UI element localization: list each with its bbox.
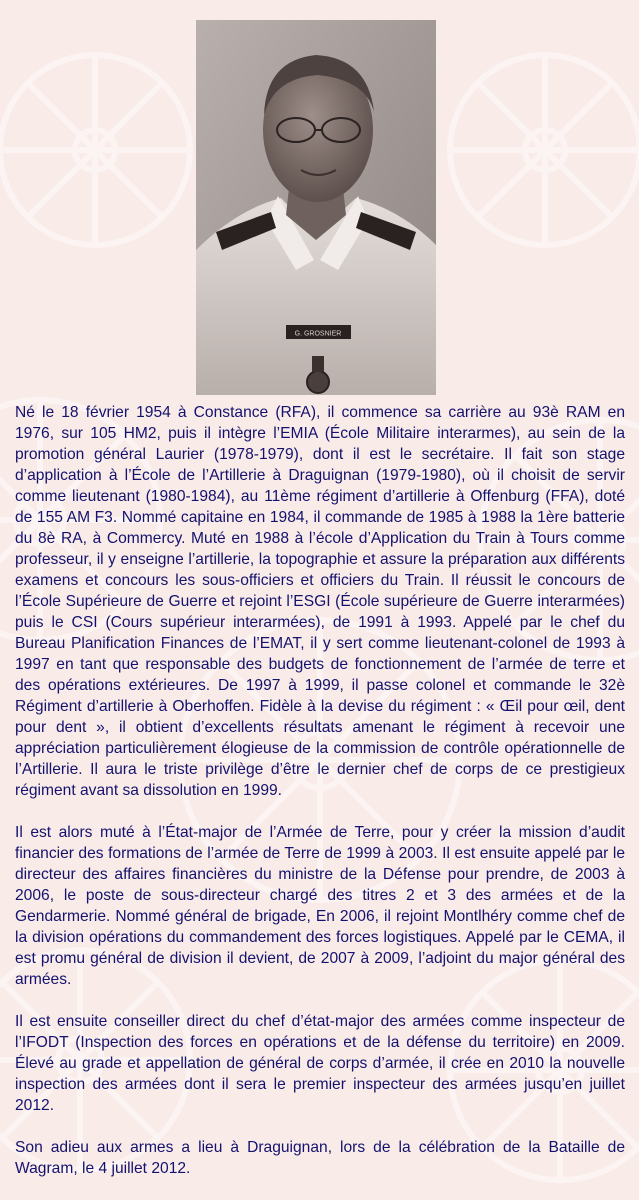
name-tag: G. GROSNIER (294, 330, 342, 338)
portrait-photo (196, 20, 436, 395)
wheel-icon (0, 55, 190, 245)
bio-paragraph-3: Il est ensuite conseiller direct du chef d’état-major des armées comme inspecteur de l’IFODT (Inspection des forces en opérations et de la défense du territoire) en 2009. Élevé au grade et appellation de général de corps d’armée, il crée en 2010 la nouvelle inspection des armées dont il sera le premier inspecteur des armées jusqu’en juillet 2012. (15, 1013, 625, 1114)
wheel-icon (450, 55, 639, 245)
bio-paragraph-4: Son adieu aux armes a lieu à Draguignan, lors de la célébration de la Bataille de Wagram, le 4 juillet 2012. (15, 1139, 625, 1177)
biography-text (15, 402, 625, 1179)
bio-paragraph-2: Il est alors muté à l’État-major de l’Armée de Terre, pour y créer la mission d’audit financier des formations de l’armée de Terre de 1999 à 2003. Il est ensuite appelé par le directeur des affaires financières du ministre de la Défense pour prendre, de 2003 à 2006, le poste de sous-directeur chargé des titres 2 et 3 des armées et de la Gendarmerie. Nommé général de brigade, En 2006, il rejoint Montlhéry comme chef de la division opérations du commandement des forces logistiques. Appelé par le CEMA, il est promu général de division il devient, de 2007 à 2009, l’adjoint du major général des armées. (15, 824, 625, 988)
bio-paragraph-1: Né le 18 février 1954 à Constance (RFA), il commence sa carrière au 93è RAM en 1976, sur 105 HM2, puis il intègre l’EMIA (École Militaire interarmes), au sein de la promotion général Laurier (1978-1979), dont il est le secrétaire. Il fait son stage d’application à l’École de l’Artillerie à Draguignan (1979-1980), où il choisit de servir comme lieutenant (1980-1984), au 11ème régiment d’artillerie à Offenburg (FFA), doté de 155 AM F3. Nommé capitaine en 1984, il commande de 1985 à 1988 la 1ère batterie du 8è RA, à Commercy. Muté en 1988 à l’école d’Application du Train à Tours comme professeur, il y enseigne l’artillerie, la topographie et assure la préparation aux différents examens et concours les sous-officiers et officiers du Train. Il réussit le concours de l’École Supérieure de Guerre et rejoint l’ESGI (École supérieure de Guerre interarmées) puis le CSI (Cours supérieur interarmées), de 1991 à 1993. Appelé par le chef du Bureau Planification Finances de l’EMAT, il y sert comme lieutenant-colonel de 1993 à 1997 en tant que responsable des budgets de fonctionnement de l’armée de terre et des opérations extérieures. De 1997 à 1999, il passe colonel et commande le 32è Régiment d’artillerie à Oberhoffen. Fidèle à la devise du régiment : « Œil pour œil, dent pour dent », il obtient d’excellents résultats amenant le régiment à recevoir une appréciation particulièrement élogieuse de la commission de contrôle opérationnelle de l’Artillerie. Il aura le triste privilège d’être le dernier chef de corps de ce prestigieux régiment avant sa dissolution en 1999. (15, 404, 625, 799)
